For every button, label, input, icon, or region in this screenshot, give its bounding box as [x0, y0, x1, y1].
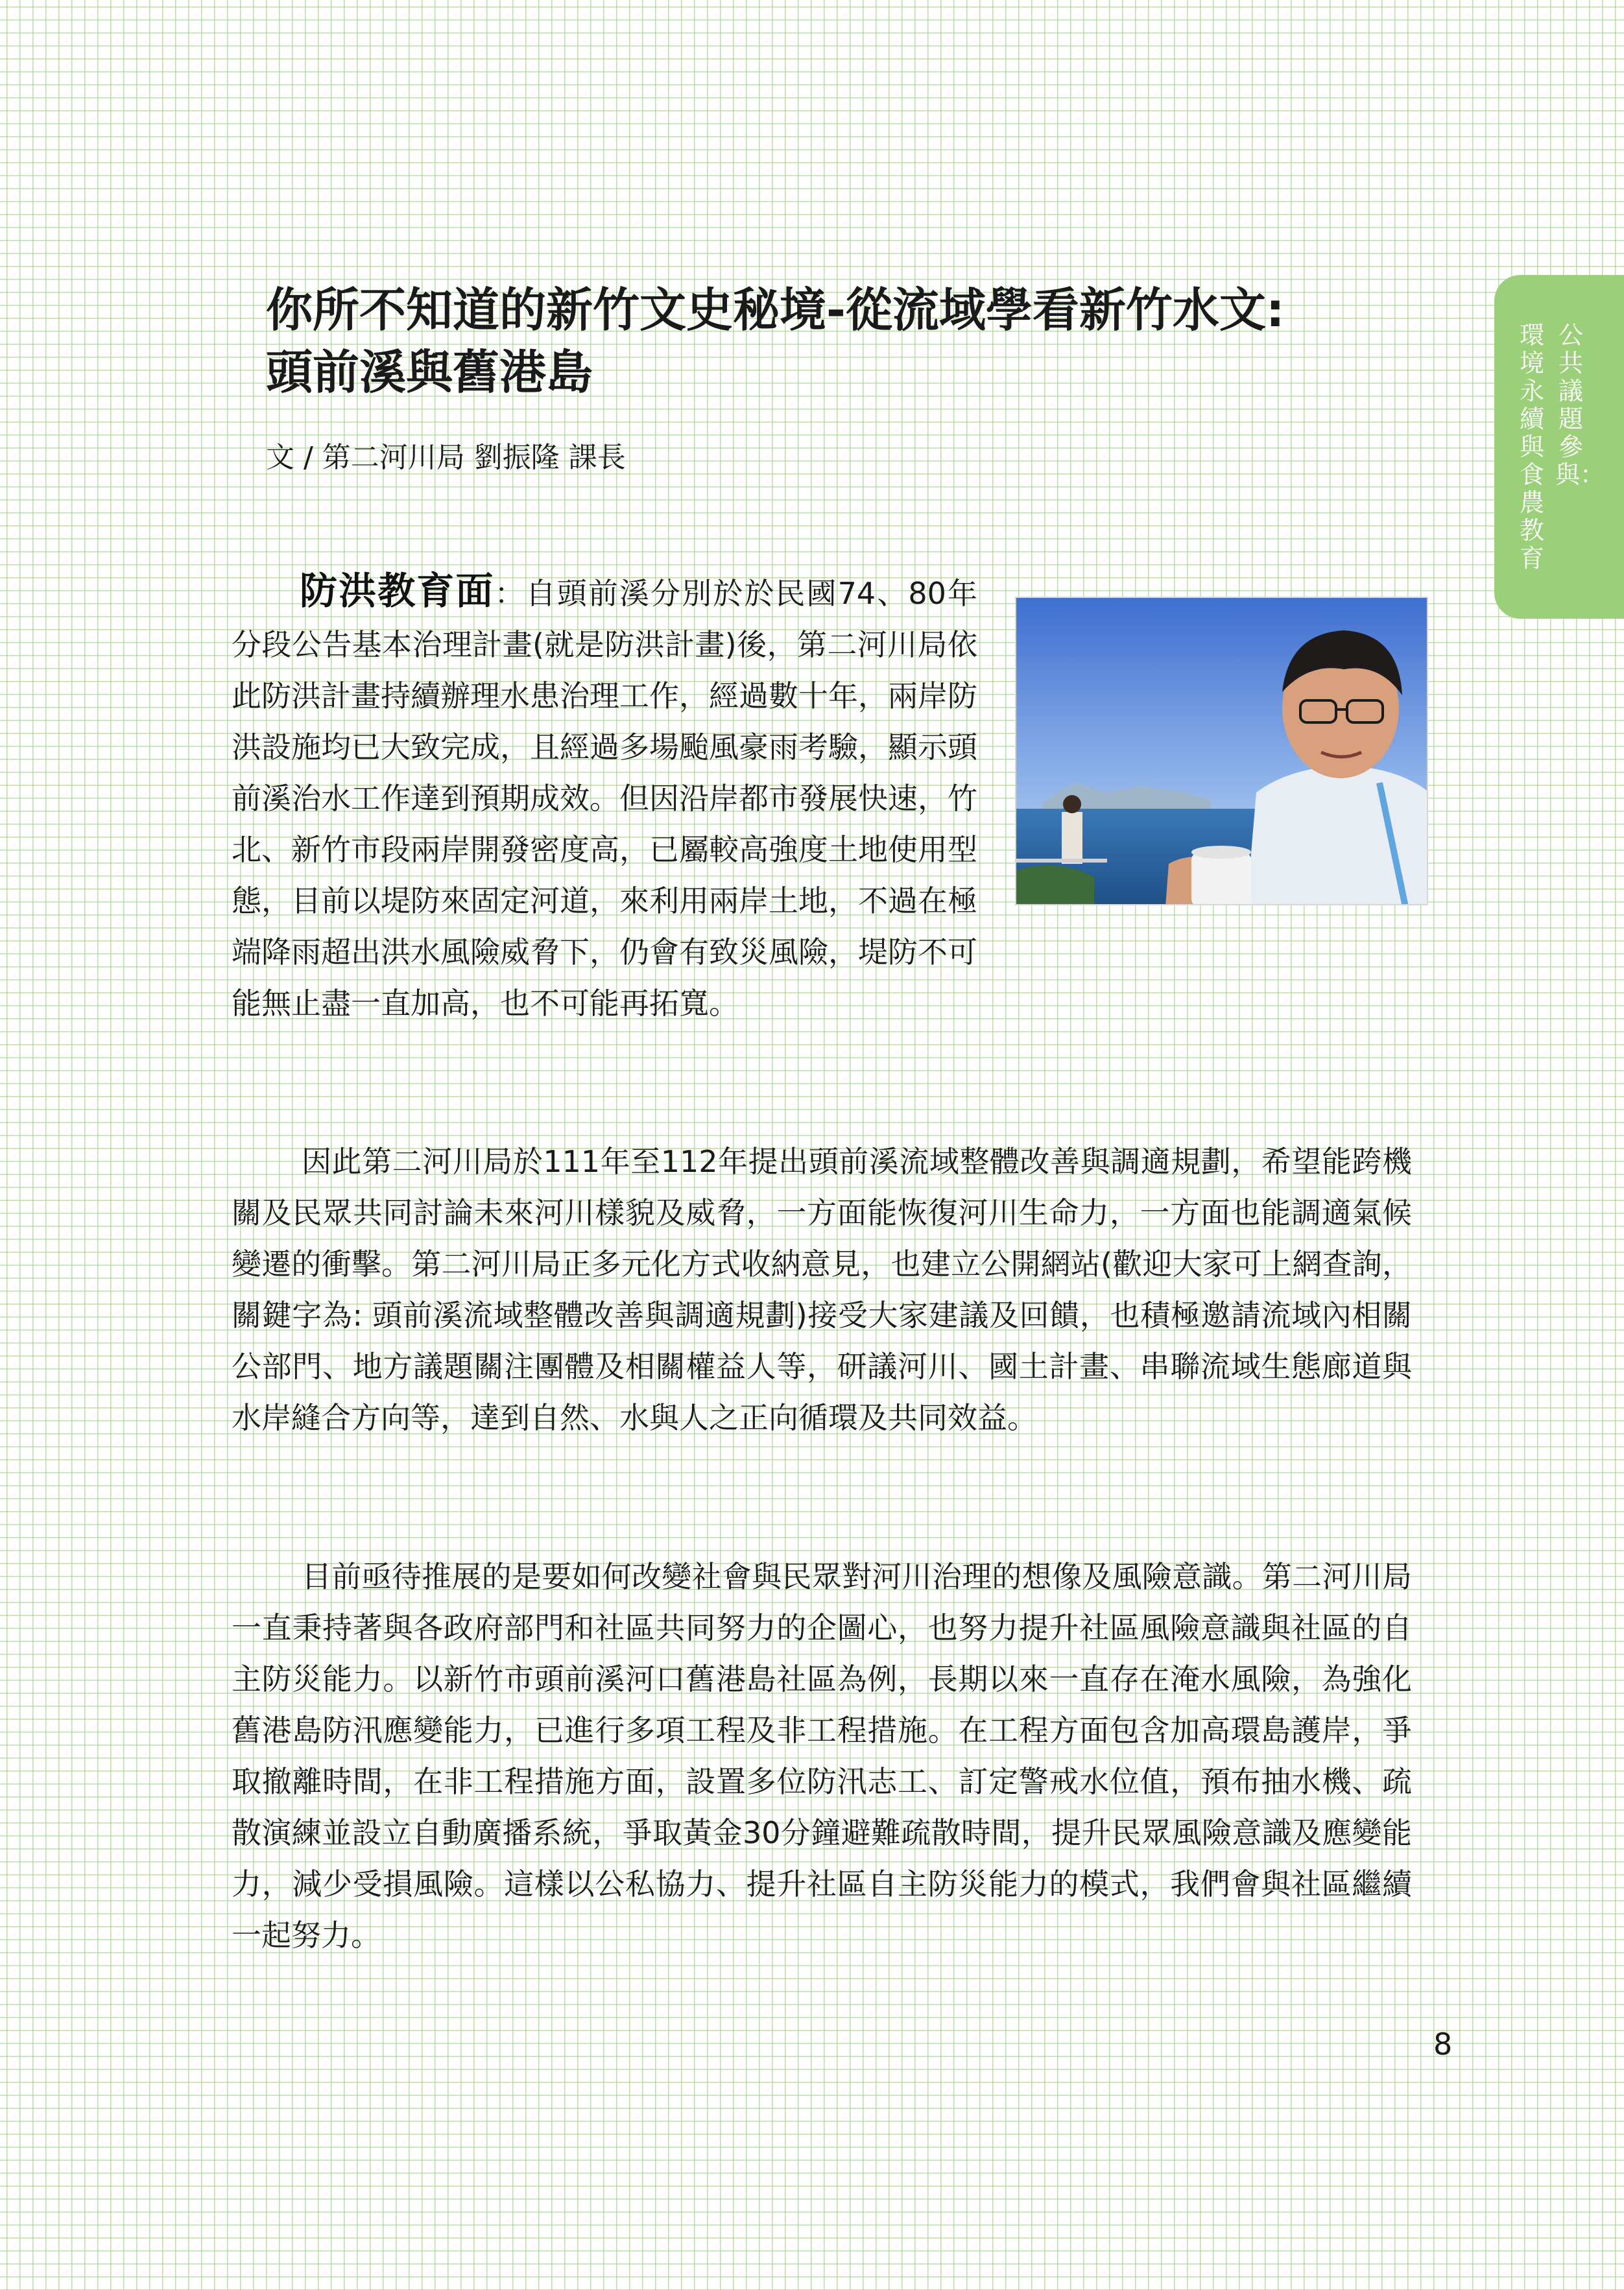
article-title-line2: 頭前溪與舊港島 — [266, 345, 593, 400]
page-number: 8 — [1433, 2027, 1453, 2062]
paragraph-flood-education — [232, 566, 977, 1029]
paragraph-community: 目前亟待推展的是要如何改變社會與民眾對河川治理的想像及風險意識。第二河川局一直秉持著與各政府部門和社區共同努力的企圖心，也努力提升社區風險意識與社區的自主防災能力。以新竹市頭前溪河口舊港島社區為例，長期以來一直存在淹水風險，為強化舊港島防汛應變能力，已進行多項工程及非工程措施。在工程方面包含加高環島護岸，爭取撤離時間，在非工程措施方面，設置多位防汛志工、訂定警戒水位值，預布抽水機、疏散演練並設立自動廣播系統，爭取黃金30分鐘避難疏散時間，提升民眾風險意識及應變能力，減少受損風險。這樣以公私協力、提升社區自主防災能力的模式，我們會與社區繼續一起努力。 — [232, 1559, 1412, 1953]
side-tab-label-line1: 公共議題參與： — [1555, 321, 1605, 489]
author-byline: 文 / 第二河川局 劉振隆 課長 — [266, 441, 626, 474]
paragraph-1-text: ：自頭前溪分別於於民國74、80年分段公告基本治理計畫(就是防洪計畫)後，第二河川局依此防洪計畫持續辦理水患治理工作，經過數十年，兩岸防洪設施均已大致完成，且經過多場颱風豪雨考驗，顯示頭前溪治水工作達到預期成效。但因沿岸都市發展快速，竹北、新竹市段兩岸開發密度高，已屬較高強度土地使用型態，目前以堤防來固定河道，來利用兩岸土地，不過在極端降雨超出洪水風險威脅下，仍會有致災風險，堤防不可能無止盡一直加高，也不可能再拓寬。 — [232, 576, 977, 1021]
paragraph-lead-heading: 防洪教育面 — [300, 569, 495, 613]
author-photo — [1015, 597, 1428, 905]
paragraph-planning: 因此第二河川局於111年至112年提出頭前溪流域整體改善與調適規劃，希望能跨機關及民眾共同討論未來河川樣貌及威脅，一方面能恢復河川生命力，一方面也能調適氣候變遷的衝擊。第二河川局正多元化方式收納意見，也建立公開網站(歡迎大家可上網查詢，關鍵字為: 頭前溪流域整體改善與調適規劃)接受大家建議及回饋，也積極邀請流域內相關公部門、地方議題關注團體及相關權益人等，研議河川、國土計畫、串聯流域生態廊道與水岸縫合方向等，達到自然、水與人之正向循環及共同效益。 — [232, 1144, 1412, 1435]
side-tab-label-line2: 環境永續與食農教育 — [1519, 321, 1544, 573]
article-title-line1: 你所不知道的新竹文史秘境-從流域學看新竹水文: — [266, 283, 1285, 337]
article-title — [266, 279, 1433, 403]
